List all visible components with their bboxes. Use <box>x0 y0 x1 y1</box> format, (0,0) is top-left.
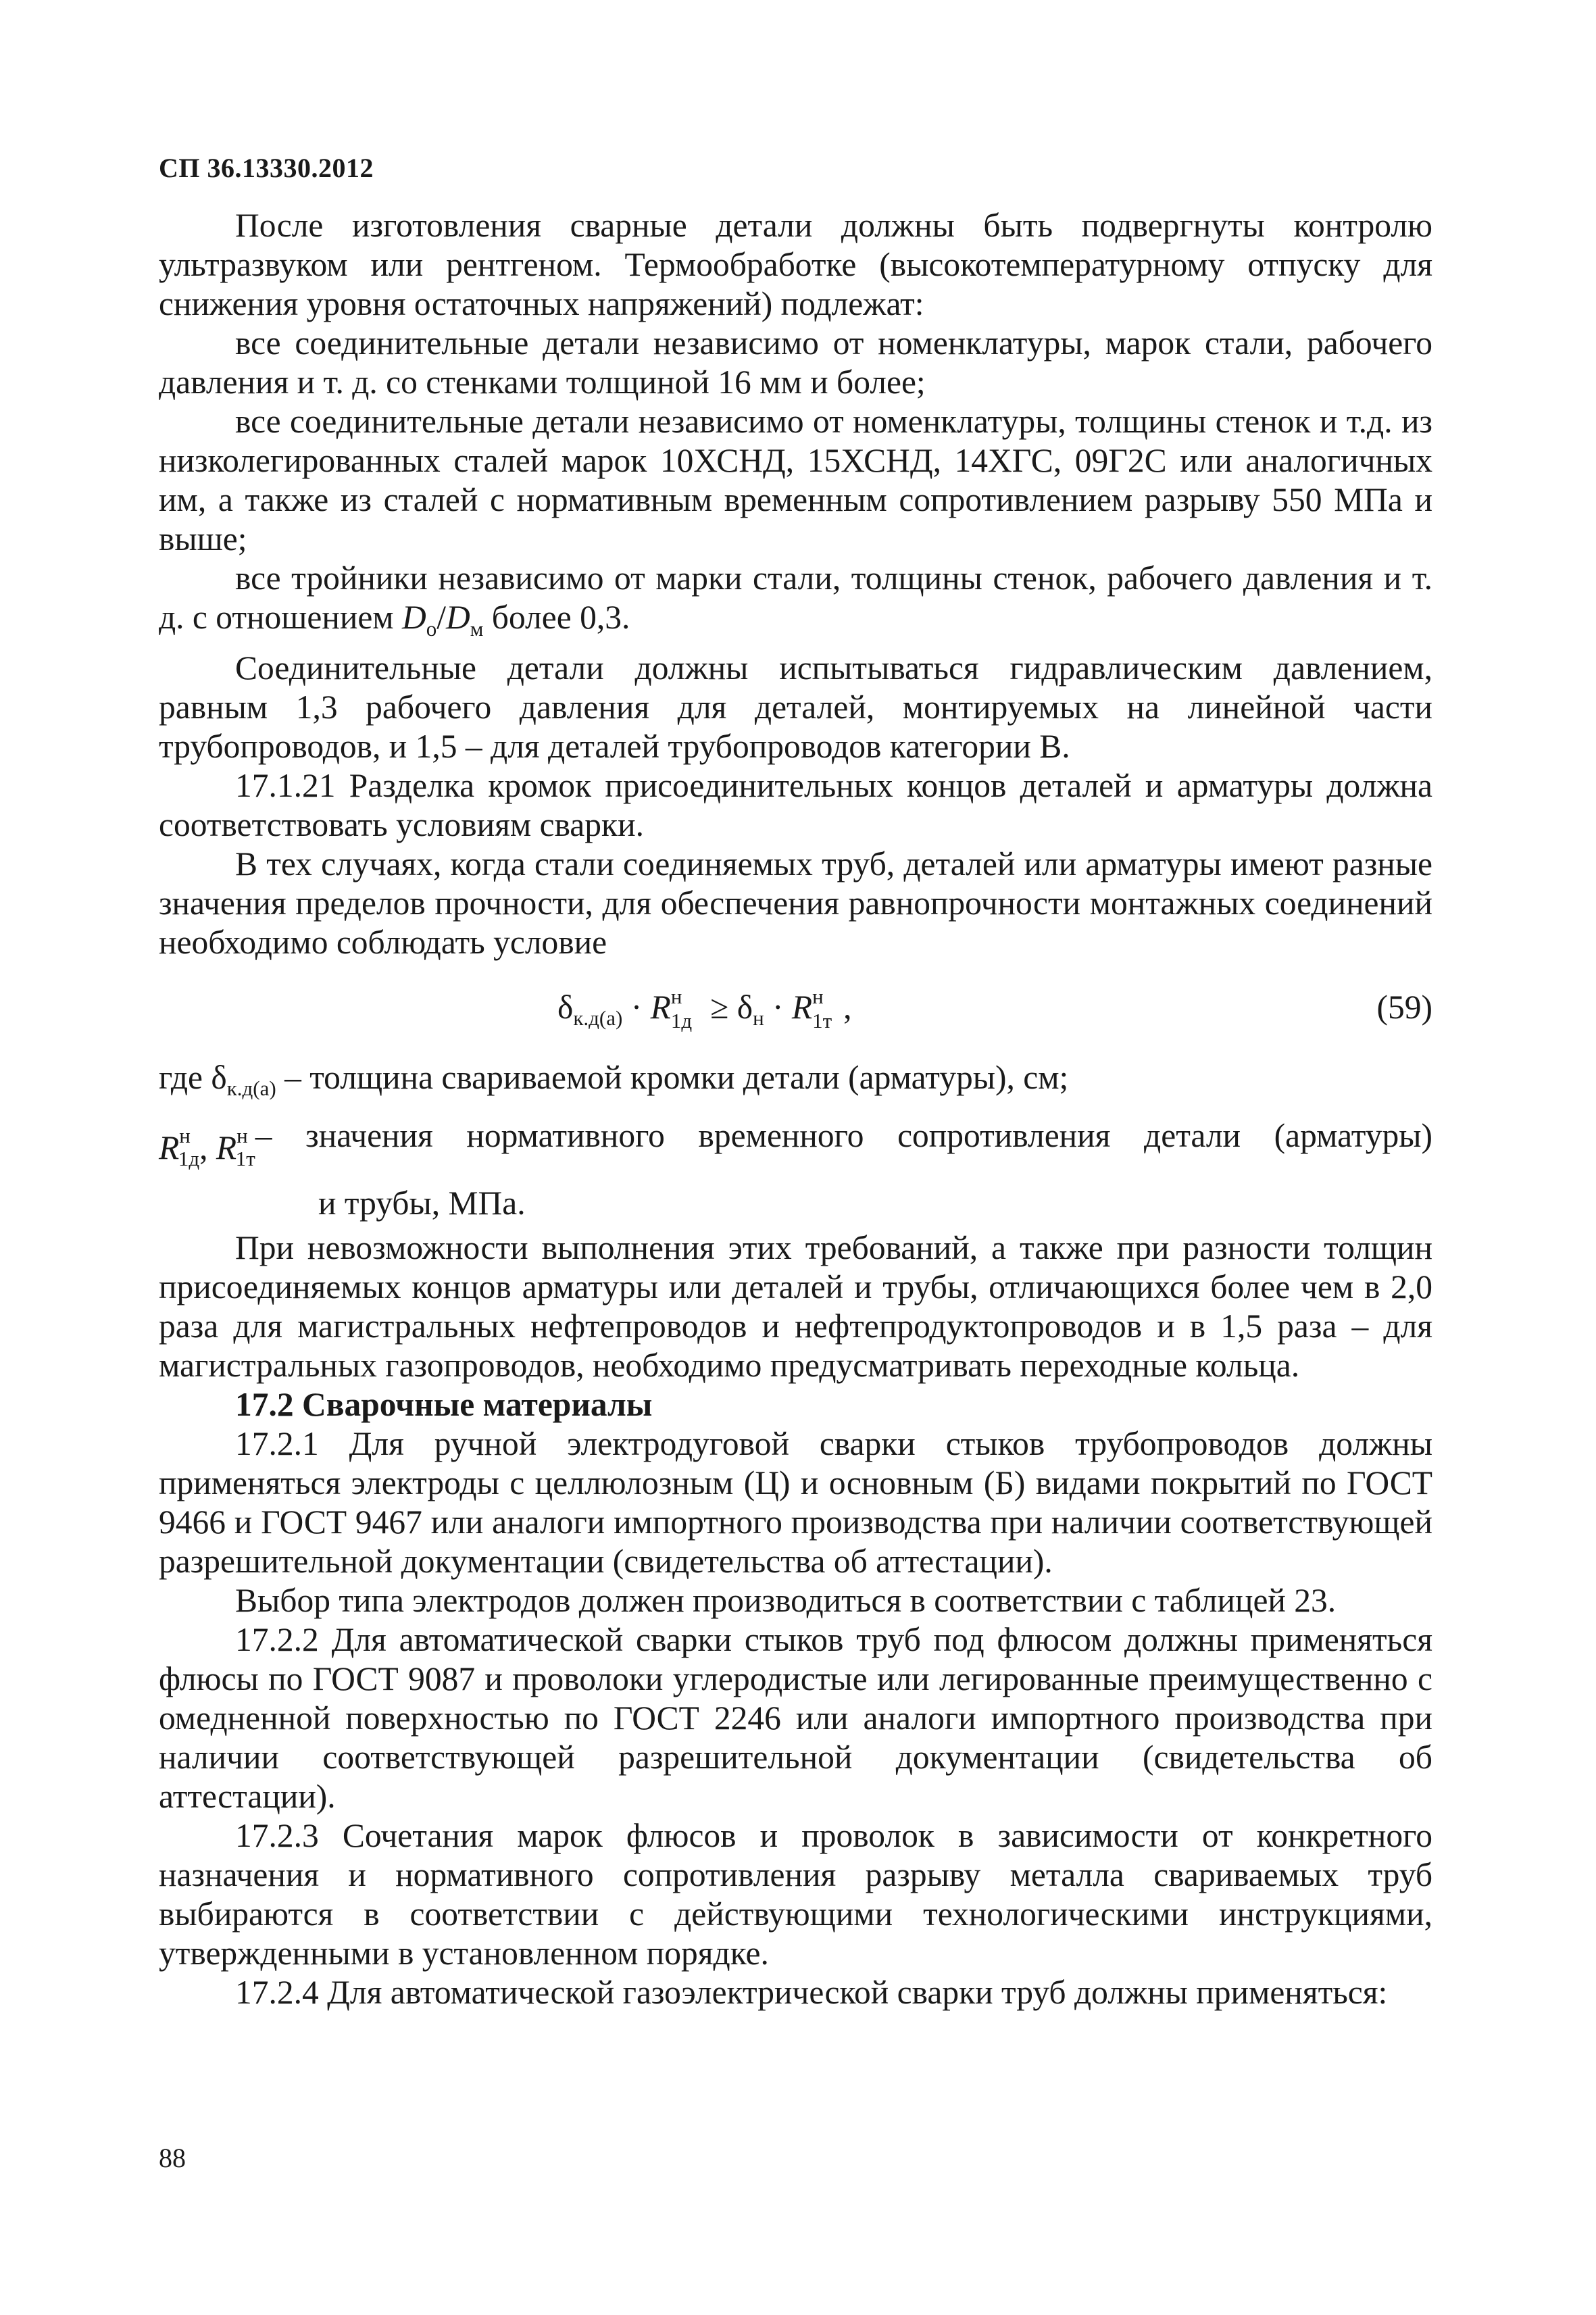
formula-expression <box>557 984 852 1038</box>
paragraph: все соединительные детали независимо от номенклатуры, марок стали, рабочего давления и т. д. со стенками толщиной 16 мм и более; <box>159 324 1432 401</box>
r-subscript: 1т <box>235 1146 255 1170</box>
definition-line <box>159 1116 1432 1178</box>
paragraph-tees <box>159 559 1432 649</box>
page-number: 88 <box>159 2143 186 2173</box>
delta-symbol: δ <box>557 988 574 1026</box>
r-subscript: 1д <box>670 1008 693 1032</box>
delta-symbol: δ <box>211 1058 227 1096</box>
r-superscript: н <box>179 1123 191 1147</box>
paragraph: В тех случаях, когда стали соединяемых труб, деталей или арматуры имеют разные значения пределов прочности, для обеспечения равнопрочности монтажных соединений необходимо соблюдать условие <box>159 845 1432 961</box>
dot-operator: · <box>764 988 792 1026</box>
paragraph: 17.2.1 Для ручной электродуговой сварки стыков трубопроводов должны применяться электроды с целлюлозным (Ц) и основным (Б) видами покрытий по ГОСТ 9466 и ГОСТ 9467 или аналоги импортного производства при наличии соответствующей разрешительной документации (свидетельства об аттестации). <box>159 1424 1432 1580</box>
r-symbol: R <box>650 988 671 1026</box>
paragraph: 17.1.21 Разделка кромок присоединительных концов деталей и арматуры должна соответствовать условиям сварки. <box>159 766 1432 843</box>
paragraph: Соединительные детали должны испытываться гидравлическим давлением, равным 1,3 рабочего давления для деталей, монтируемых на линейной части трубопроводов, и 1,5 – для деталей трубопроводов категории В. <box>159 649 1432 765</box>
r-symbol: R <box>216 1128 237 1166</box>
paragraph: При невозможности выполнения этих требований, а также при разности толщин присоединяемых концов арматуры или деталей и трубы, отличающихся более чем в 2,0 раза для магистральных нефтепроводов и нефтепродуктопроводов и в 1,5 раза – для магистральных газопроводов, необходимо предусматривать переходные кольца. <box>159 1228 1432 1384</box>
text: более 0,3. <box>483 599 630 636</box>
r-subscript: 1д <box>178 1146 200 1170</box>
definition-continuation: и трубы, МПа. <box>318 1184 526 1222</box>
r-symbol: R <box>791 988 813 1026</box>
text: все тройники независимо от марки стали, толщины стенок, рабочего давления и т. д. с отношением <box>159 559 1432 636</box>
paragraph: Выбор типа электродов должен производиться в соответствии с таблицей 23. <box>235 1581 1337 1619</box>
paragraph: 17.2.4 Для автоматической газоэлектрической сварки труб должны применяться: <box>235 1973 1388 2011</box>
r-subscript: 1т <box>812 1008 832 1032</box>
dot-operator: · <box>622 988 651 1026</box>
where-text: – толщина свариваемой кромки детали (арматуры), см; <box>276 1058 1069 1096</box>
formula-59 <box>159 976 1432 1051</box>
paragraph: 17.2.2 Для автоматической сварки стыков труб под флюсом должны применяться флюсы по ГОСТ 9087 и проволоки углеродистые или легированные преимущественно с омедненной поверхностью по ГОСТ 2246 или аналоги импортного производства при наличии соответствующей разрешительной документации (свидетельства об аттестации). <box>159 1620 1432 1815</box>
d-symbol: D <box>402 599 426 636</box>
delta-subscript: к.д(а) <box>226 1076 276 1100</box>
r-symbol: R <box>159 1128 180 1166</box>
r-superscript: н <box>670 984 682 1008</box>
paragraph: 17.2.3 Сочетания марок флюсов и проволок в зависимости от конкретного назначения и нормативного сопротивления разрыву металла свариваемых труб выбираются в соответствии с действующими технологическими инструкциями, утвержденными в установленном порядке. <box>159 1816 1432 1972</box>
r-indices <box>670 984 702 1032</box>
document-code-header: СП 36.13330.2012 <box>159 153 374 183</box>
d0-subscript: о <box>426 616 437 641</box>
delta-subscript: н <box>753 1005 764 1030</box>
dm-subscript: м <box>470 616 484 641</box>
r-superscript: н <box>812 984 824 1008</box>
r-superscript: н <box>236 1123 248 1147</box>
separator: , <box>199 1128 216 1166</box>
where-prefix: где <box>159 1058 211 1096</box>
geq-operator: ≥ <box>701 988 737 1026</box>
where-line <box>159 1058 1432 1108</box>
equation-number: (59) <box>1376 988 1432 1026</box>
definition-symbols <box>159 1116 255 1178</box>
paragraph: После изготовления сварные детали должны быть подвергнуты контролю ультразвуком или рентгеном. Термообработке (высокотемпературному отпуску для снижения уровня остаточных напряжений) подлежат: <box>159 207 1432 322</box>
document-body <box>159 206 1432 2012</box>
section-title: 17.2 Сварочные материалы <box>235 1385 653 1423</box>
formula-tail: , <box>843 988 852 1026</box>
delta-subscript: к.д(а) <box>573 1005 623 1030</box>
definition-text: – значения нормативного временного сопротивления детали (арматуры) <box>255 1116 1432 1154</box>
delta-symbol: δ <box>737 988 753 1026</box>
paragraph: все соединительные детали независимо от номенклатуры, толщины стенок и т.д. из низколегированных сталей марок 10ХСНД, 15ХСНД, 14ХГС, 09Г2С или аналогичных им, а также из сталей с нормативным временным сопротивлением разрыву 550 МПа и выше; <box>159 403 1432 557</box>
r-indices <box>812 984 843 1032</box>
slash: / <box>437 599 447 636</box>
d-symbol: D <box>446 599 470 636</box>
